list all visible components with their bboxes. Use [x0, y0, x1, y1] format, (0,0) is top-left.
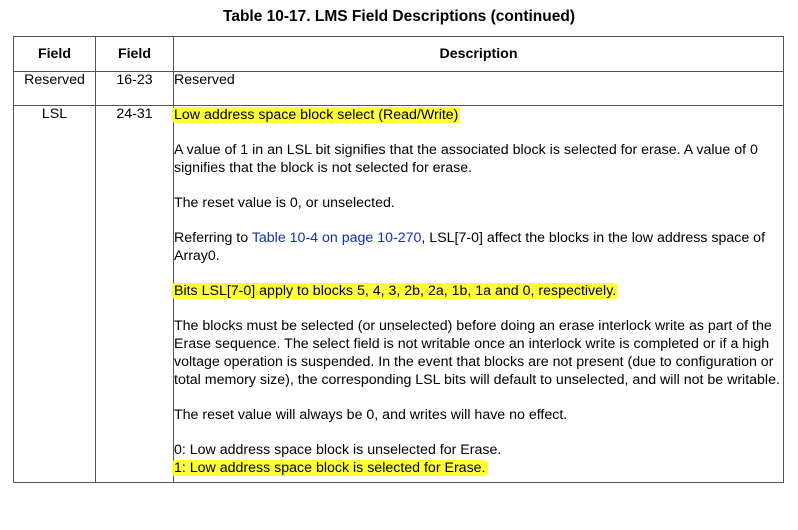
value-0-description: 0: Low address space block is unselected for Erase. [174, 442, 502, 458]
description-cell [174, 106, 784, 483]
field-descriptions-table [13, 36, 784, 483]
table-caption: Table 10-17. LMS Field Descriptions (continued) [223, 8, 575, 25]
field-bits-cell: 16-23 [96, 72, 174, 106]
description-paragraph [174, 229, 783, 265]
field-name-cell: LSL [14, 106, 96, 483]
value-list [174, 441, 783, 477]
description-paragraph: A value of 1 in an LSL bit signifies that the associated block is selected for erase. A value of 0 signifies that the block is not selected for erase. [174, 142, 758, 176]
table-header-row [14, 37, 784, 72]
table-cross-reference-link[interactable]: Table 10-4 on page 10-270 [251, 230, 422, 246]
highlighted-text: Bits LSL[7-0] apply to blocks 5, 4, 3, 2b, 2a, 1b, 1a and 0, respectively. [174, 283, 617, 299]
description-paragraph: The blocks must be selected (or unselected) before doing an erase interlock write as part of the Erase sequence. The select field is not writable once an interlock write is completed or if a high voltage operation is suspended. In the event that blocks are not present (due to configuration or total memory size), the corresponding LSL bits will default to unselected, and will not be writable. [174, 318, 780, 388]
table-row-lsl [14, 106, 784, 483]
field-name-cell: Reserved [14, 72, 96, 106]
paragraph-text: , LSL[7-0] affect the blocks in the low address space of Array0. [174, 230, 766, 264]
header-field-name: Field [14, 37, 96, 72]
paragraph-text: Referring to [174, 230, 252, 246]
description-paragraph: The reset value will always be 0, and writes will have no effect. [174, 407, 568, 423]
description-title [174, 106, 783, 124]
table-row-reserved [14, 72, 784, 106]
description-cell: Reserved [174, 72, 784, 106]
field-bits-cell: 24-31 [96, 106, 174, 483]
header-description: Description [174, 37, 784, 72]
highlighted-text: Low address space block select (Read/Write) [174, 107, 459, 123]
description-paragraph [174, 282, 783, 300]
description-paragraph: The reset value is 0, or unselected. [174, 195, 395, 211]
value-1-description: 1: Low address space block is selected for Erase. [174, 460, 486, 476]
header-field-bits: Field [96, 37, 174, 72]
